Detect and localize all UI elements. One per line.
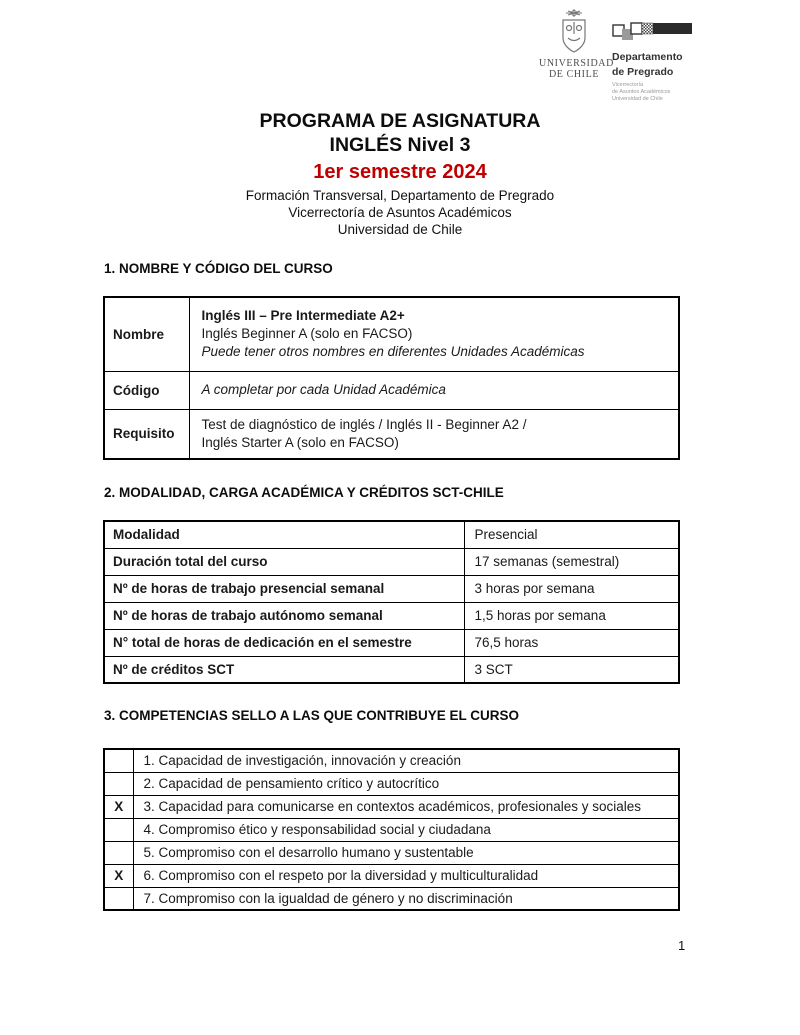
section1-heading: 1. NOMBRE Y CÓDIGO DEL CURSO [104, 261, 333, 276]
subtitle-line3: Universidad de Chile [337, 222, 463, 237]
table-row [104, 371, 679, 409]
uchile-logo-text-line2: DE CHILE [548, 69, 600, 80]
workload-label: Nº de horas de trabajo autónomo semanal [104, 602, 464, 629]
table-row [104, 887, 679, 910]
workload-value: 3 SCT [464, 656, 679, 683]
workload-label: Modalidad [104, 521, 464, 548]
workload-value: 17 semanas (semestral) [464, 548, 679, 575]
table-row [104, 772, 679, 795]
pregrado-logo-title-line1: Departamento [612, 51, 683, 63]
uchile-logo-text-line1: UNIVERSIDAD [539, 58, 614, 69]
semester-title: 1er semestre 2024 [313, 161, 487, 183]
subtitle-line2: Vicerrectoría de Asuntos Académicos [288, 205, 512, 220]
section2-heading: 2. MODALIDAD, CARGA ACADÉMICA Y CRÉDITOS SCT-CHILE [104, 485, 504, 500]
workload-value: 76,5 horas [464, 629, 679, 656]
table-row [104, 297, 679, 371]
competency-text: 4. Compromiso ético y responsabilidad social y ciudadana [133, 818, 679, 841]
course-code-value: A completar por cada Unidad Académica [201, 382, 446, 397]
competency-text: 6. Compromiso con el respeto por la diversidad y multiculturalidad [133, 864, 679, 887]
competency-text: 7. Compromiso con la igualdad de género y no discriminación [133, 887, 679, 910]
competency-checkbox-marked: X [104, 795, 133, 818]
table-row [104, 749, 679, 772]
workload-table [103, 520, 680, 684]
competency-checkbox [104, 887, 133, 910]
course-name-note: Puede tener otros nombres en diferentes Unidades Académicas [201, 344, 585, 360]
subtitle-line1: Formación Transversal, Departamento de Pregrado [245, 188, 555, 203]
title-block [0, 109, 800, 238]
competency-checkbox [104, 772, 133, 795]
pregrado-squares-icon [612, 19, 694, 43]
competency-text: 1. Capacidad de investigación, innovación y creación [133, 749, 679, 772]
universidad-de-chile-logo [539, 8, 614, 80]
table-row [104, 818, 679, 841]
course-name-bold: Inglés III – Pre Intermediate A2+ [201, 308, 405, 324]
departamento-pregrado-logo [612, 19, 702, 103]
competency-text: 3. Capacidad para comunicarse en contextos académicos, profesionales y sociales [133, 795, 679, 818]
workload-value: Presencial [464, 521, 679, 548]
pregrado-logo-sub-line1: Vicerrectoría [612, 82, 644, 88]
competencies-table [103, 748, 680, 911]
table-row [104, 629, 679, 656]
competency-checkbox [104, 841, 133, 864]
competency-text: 2. Capacidad de pensamiento crítico y autocrítico [133, 772, 679, 795]
table-row [104, 864, 679, 887]
course-requisite-line2: Inglés Starter A (solo en FACSO) [201, 434, 399, 450]
row-label-requisito: Requisito [104, 409, 189, 459]
workload-label: Nº de horas de trabajo presencial semanal [104, 575, 464, 602]
pregrado-logo-sub-line2: de Asuntos Académicos [612, 89, 671, 95]
row-label-codigo: Código [104, 371, 189, 409]
competency-checkbox [104, 749, 133, 772]
table-row [104, 602, 679, 629]
uchile-crest-icon [548, 8, 600, 58]
course-name-regular: Inglés Beginner A (solo en FACSO) [201, 326, 413, 342]
document-title-line1: PROGRAMA DE ASIGNATURA [259, 110, 541, 132]
table-row [104, 841, 679, 864]
table-row [104, 656, 679, 683]
course-requisite-line1: Test de diagnóstico de inglés / Inglés II - Beginner A2 / [201, 416, 527, 432]
pregrado-logo-sub-line3: Universidad de Chile [612, 96, 663, 102]
competency-checkbox-marked: X [104, 864, 133, 887]
table-row [104, 409, 679, 459]
competency-text: 5. Compromiso con el desarrollo humano y sustentable [133, 841, 679, 864]
workload-label: N° total de horas de dedicación en el semestre [104, 629, 464, 656]
table-row [104, 795, 679, 818]
workload-label: Duración total del curso [104, 548, 464, 575]
workload-value: 1,5 horas por semana [464, 602, 679, 629]
competency-checkbox [104, 818, 133, 841]
page-number: 1 [678, 938, 686, 953]
row-label-nombre: Nombre [104, 297, 189, 371]
document-title-line2: INGLÉS Nivel 3 [329, 134, 471, 156]
workload-label: Nº de créditos SCT [104, 656, 464, 683]
course-name-table [103, 296, 680, 460]
table-row [104, 575, 679, 602]
workload-value: 3 horas por semana [464, 575, 679, 602]
pregrado-logo-title-line2: de Pregrado [612, 66, 674, 78]
table-row [104, 521, 679, 548]
section3-heading: 3. COMPETENCIAS SELLO A LAS QUE CONTRIBUYE EL CURSO [104, 708, 520, 723]
table-row [104, 548, 679, 575]
